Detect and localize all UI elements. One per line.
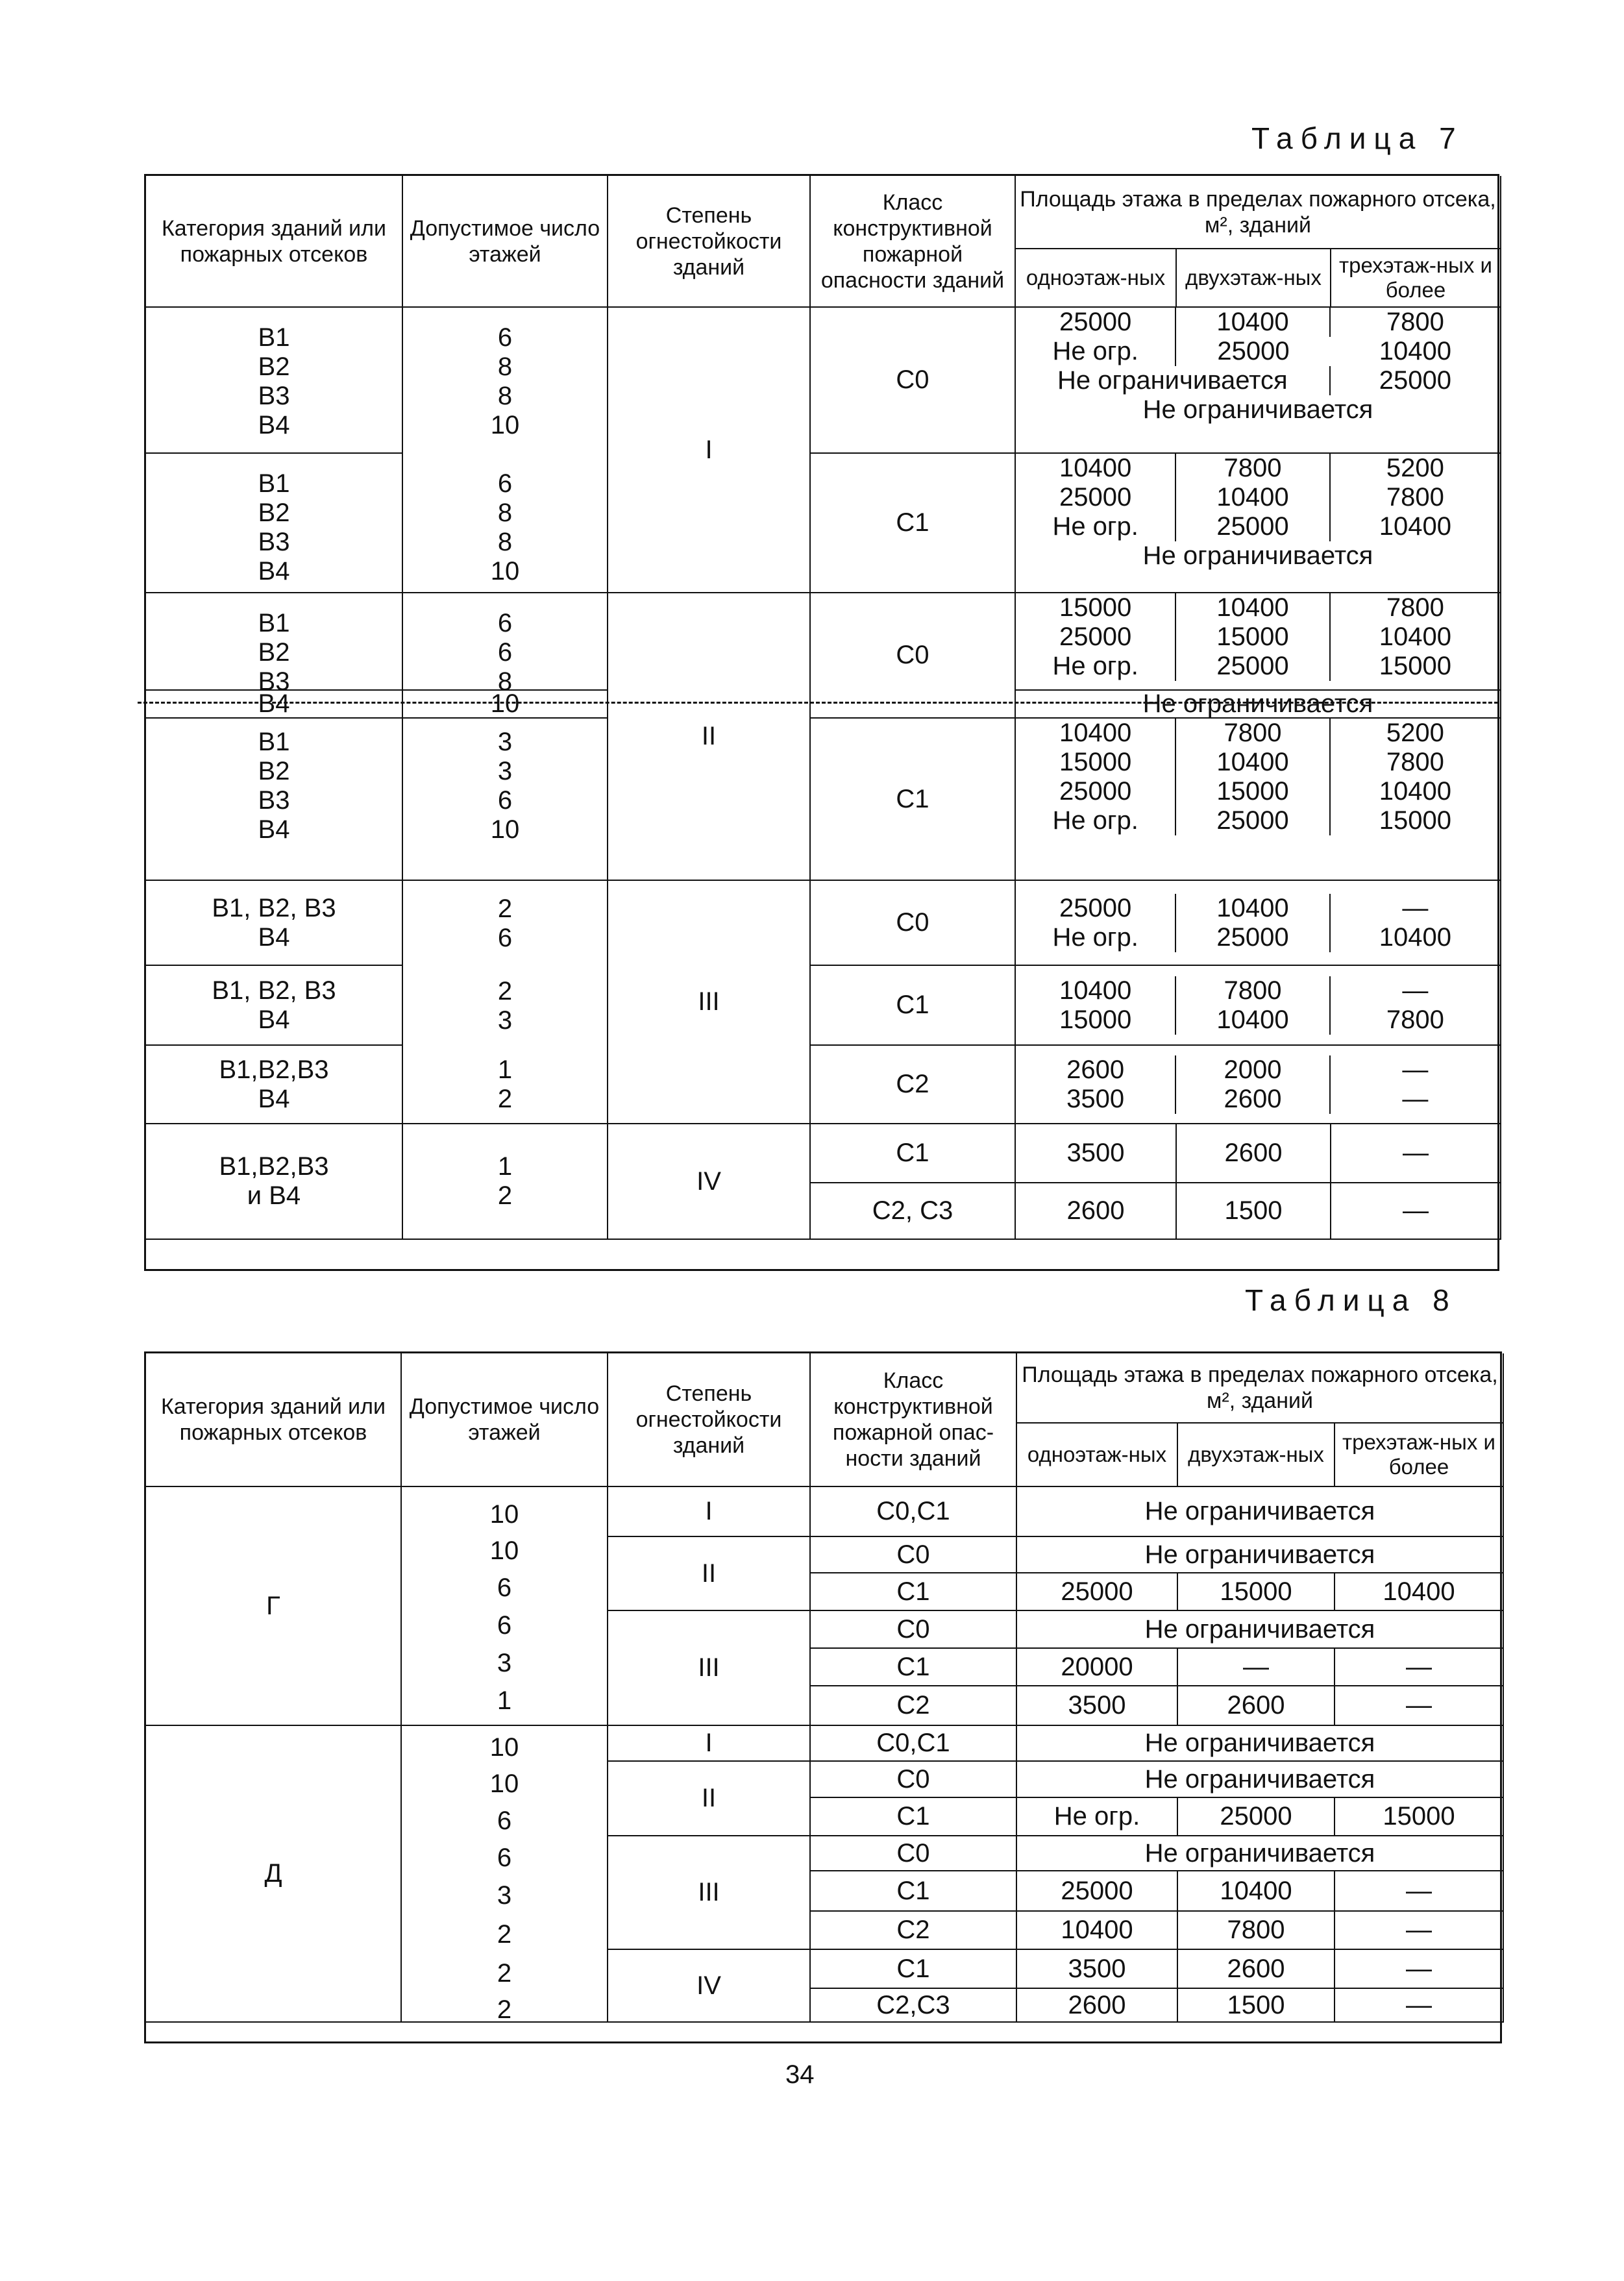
structural-class: С1 [811,1950,1017,1989]
area-row [1016,308,1500,337]
area-row [1016,366,1500,395]
area-value: 10400 [1178,1871,1335,1912]
area-value: 1500 [1178,1989,1335,2023]
area-value: 10400 [1379,922,1451,952]
area-value: 10400 [1176,308,1330,337]
area-value: 25000 [1379,366,1451,395]
structural-class: С0 [811,593,1016,719]
floors-value: 3 [497,1881,512,1910]
area-value: — [1335,1686,1504,1726]
area-value: 25000 [1016,483,1176,512]
area-values [1016,691,1501,719]
area-value: 10400 [1017,1912,1178,1950]
category-label: В2 [258,757,290,785]
area-value: 10400 [1176,593,1330,623]
floors-value: 10 [489,1500,519,1529]
area-value: — [1335,1989,1504,2023]
area-value: Не огр. [1016,652,1176,681]
area-value: 3500 [1017,1686,1178,1726]
fire-resistance-degree: II [608,1537,811,1611]
area-value: 15000 [1379,806,1451,835]
area-value: 15000 [1176,777,1330,806]
floors-value: 3 [497,1005,513,1035]
fire-resistance-degree: I [608,308,811,593]
structural-class: С1 [811,1798,1017,1836]
area-values [1016,966,1501,1046]
area-row [1016,512,1500,541]
area-value: Не ограничивается [1016,366,1331,395]
structural-class: С0,С1 [811,1487,1017,1537]
area-row [1016,593,1500,623]
floors-cell [403,1124,608,1240]
area-value: 2600 [1017,1989,1178,2023]
area-value: Не ограничивается [1142,395,1373,424]
categories-cell [146,1046,403,1124]
area-value: 7800 [1386,1005,1444,1034]
category-label: В1 [258,323,290,352]
area-value: 3500 [1016,1085,1176,1114]
floors-value: 1 [497,1152,513,1181]
area-row [1016,541,1500,571]
area-value: Не ограничивается [1017,1726,1504,1762]
page-number: 34 [785,2060,815,2089]
header-two-storey: двухэтаж-ных [1177,249,1331,308]
area-value: — [1331,1183,1501,1240]
area-value: 2600 [1178,1950,1335,1989]
header-floors: Допустимое число этажей [403,176,608,308]
area-value: 7800 [1176,976,1330,1005]
area-value: 7800 [1386,308,1444,336]
structural-class: С2,С3 [811,1989,1017,2023]
fire-resistance-degree: III [608,881,811,1124]
category-label: В1, В2, В3 [212,893,336,922]
area-value: 5200 [1386,454,1444,482]
floors-value: 2 [497,976,513,1005]
table-8-caption: Таблица 8 [1245,1283,1457,1317]
floors-value: 3 [497,757,513,785]
header-structural-class: Класс конструктивной пожарной опасности зданий [811,176,1016,308]
category-label: В1,В2,В3 [219,1055,329,1084]
area-value: 7800 [1386,483,1444,512]
area-values [1016,719,1501,881]
category-label: В1,В2,В3 [219,1152,329,1181]
floors-value: 3 [497,728,513,756]
floors-value: 6 [497,1611,512,1640]
fire-resistance-degree: II [608,1762,811,1836]
fire-resistance-degree: I [608,1487,811,1537]
category-label: В3 [258,382,290,410]
area-value: — [1402,1055,1429,1084]
floors-value: 8 [497,528,513,556]
table-8 [144,1351,1502,2043]
area-values [1016,881,1501,966]
header-area: Площадь этажа в пределах пожарного отсека, м², зданий [1017,1353,1504,1424]
table-7-caption: Таблица 7 [1251,121,1464,155]
floors-cell [403,691,608,719]
area-value: 15000 [1016,1005,1176,1035]
category-label: В3 [258,528,290,556]
category-label: В3 [258,786,290,815]
area-value: 5200 [1386,719,1444,747]
area-value: 2000 [1176,1055,1330,1085]
category-label: В4 [258,557,290,586]
categories-cell [146,454,403,593]
floors-value: 6 [497,638,513,667]
floors-value: 2 [497,1995,512,2024]
structural-class: С2 [811,1046,1016,1124]
floors-cell [403,881,608,966]
area-row [1016,748,1500,777]
area-value: 15000 [1379,652,1451,680]
area-value: — [1178,1649,1335,1686]
floors-value: 6 [497,786,513,815]
area-value: Не ограничивается [1017,1611,1504,1649]
area-value: — [1402,1084,1429,1113]
floors-value: 6 [497,923,513,952]
area-row [1016,923,1500,952]
area-value: 10400 [1379,777,1451,806]
area-value: 15000 [1016,748,1176,777]
structural-class: С1 [811,454,1016,593]
floors-value: 2 [497,1920,512,1949]
area-value: 2600 [1016,1055,1176,1085]
area-row [1016,395,1500,425]
area-row [1016,719,1500,748]
category-label: В4 [258,815,290,844]
floors-cell [402,1487,608,1726]
structural-class: С1 [811,966,1016,1046]
area-values [1016,454,1501,593]
floors-value: 2 [497,1181,513,1210]
dashed-line [138,702,1498,704]
area-value: — [1335,1649,1504,1686]
floors-value: 10 [490,411,520,439]
area-value: 7800 [1176,719,1330,748]
area-value: 25000 [1176,652,1330,681]
area-value: 25000 [1016,308,1176,337]
area-value: 10400 [1016,719,1176,748]
header-two-storey: двухэтаж-ных [1178,1424,1335,1487]
area-values [1016,308,1501,454]
area-value: 10400 [1016,976,1176,1005]
floors-cell [403,1046,608,1124]
area-value: — [1335,1871,1504,1912]
area-value: 7800 [1386,748,1444,776]
floors-value: 1 [497,1686,512,1715]
structural-class: С0 [811,1611,1017,1649]
area-value: 1500 [1177,1183,1331,1240]
category-label: В2 [258,499,290,527]
categories-cell [146,691,403,719]
area-value: 25000 [1176,512,1330,541]
floors-value: 6 [497,609,513,637]
floors-value: 10 [489,1769,519,1798]
area-value: Не ограничивается [1142,689,1373,718]
area-values [1016,1046,1501,1124]
area-value: Не огр. [1016,923,1176,952]
category-label: В4 [258,1084,290,1113]
area-value: 10400 [1176,1005,1330,1035]
area-value: 10400 [1176,894,1330,923]
area-value: 10400 [1176,483,1330,512]
area-value: Не ограничивается [1017,1537,1504,1573]
category-label: и В4 [247,1181,301,1210]
area-row [1016,976,1500,1005]
area-value: 10400 [1016,454,1176,483]
area-value: 25000 [1217,337,1290,365]
category-label: В2 [258,638,290,667]
fire-resistance-degree: IV [608,1124,811,1240]
area-value: 10400 [1379,512,1451,541]
structural-class: С0 [811,1762,1017,1798]
area-value: 25000 [1017,1871,1178,1912]
area-value: 10400 [1379,337,1451,365]
table-7 [144,174,1499,1271]
structural-class: С1 [811,1573,1017,1611]
floors-value: 10 [490,689,520,718]
floors-value: 8 [497,382,513,410]
area-value: 15000 [1335,1798,1504,1836]
area-value: — [1335,1912,1504,1950]
categories-cell [146,966,403,1046]
header-area: Площадь этажа в пределах пожарного отсека, м², зданий [1016,176,1501,249]
area-row [1016,454,1500,483]
category-label: В4 [258,1005,290,1034]
area-value: 3500 [1016,1124,1177,1183]
header-fire-resistance: Степень огнестойкости зданий [608,1353,811,1487]
area-row [1016,777,1500,806]
area-value: 10400 [1176,748,1330,777]
area-value: 2600 [1176,1085,1330,1114]
category-label: В4 [258,922,290,952]
floors-cell [403,593,608,696]
floors-cell [403,454,608,593]
category-label: В4 [258,689,290,718]
area-value: — [1402,893,1429,922]
floors-value: 6 [497,1806,512,1835]
area-value: 10400 [1335,1573,1504,1611]
category-label: В4 [258,411,290,439]
floors-value: 3 [497,1649,512,1677]
floors-value: 6 [497,1843,512,1872]
area-row [1016,1055,1500,1085]
area-value: 10400 [1379,623,1451,651]
floors-value: 2 [497,1959,512,1988]
area-value: — [1331,1124,1501,1183]
area-value: Не огр. [1016,337,1176,366]
categories-cell [146,719,403,881]
area-value: Не огр. [1016,512,1176,541]
header-one-storey: одноэтаж-ных [1017,1424,1178,1487]
area-value: Не ограничивается [1142,541,1373,570]
floors-value: 2 [497,1084,513,1113]
area-value: 7800 [1176,454,1330,483]
categories-cell [146,881,403,966]
fire-resistance-degree: II [608,593,811,881]
area-row [1016,623,1500,652]
floors-value: 6 [497,1573,512,1602]
area-row [1016,652,1500,681]
header-structural-class: Класс конструктивной пожарной опас-ности зданий [811,1353,1017,1487]
floors-value: 8 [497,499,513,527]
area-value: 3500 [1017,1950,1178,1989]
area-value: 2600 [1177,1124,1331,1183]
category-label: В1 [258,728,290,756]
area-value: Не огр. [1017,1798,1178,1836]
area-value: 15000 [1176,623,1330,652]
category-label: В1 [258,609,290,637]
floors-value: 2 [497,894,513,923]
area-value: 25000 [1016,623,1176,652]
fire-resistance-degree: III [608,1836,811,1950]
area-row [1016,1085,1500,1114]
structural-class: С1 [811,1871,1017,1912]
category-g: Г [146,1487,402,1726]
area-value: — [1402,976,1429,1005]
fire-resistance-degree: I [608,1726,811,1762]
structural-class: С1 [811,1124,1016,1183]
structural-class: С0 [811,1537,1017,1573]
structural-class: С2 [811,1912,1017,1950]
category-label: В2 [258,352,290,381]
area-value: 25000 [1176,923,1330,952]
structural-class: С0,С1 [811,1726,1017,1762]
categories-cell [146,308,403,454]
area-value: 7800 [1178,1912,1335,1950]
header-category: Категория зданий или пожарных отсеков [146,1353,402,1487]
area-row [1016,806,1500,835]
structural-class: С2, С3 [811,1183,1016,1240]
structural-class: С0 [811,308,1016,454]
area-value: Не огр. [1016,806,1176,835]
area-value: 25000 [1016,894,1176,923]
area-value: 20000 [1017,1649,1178,1686]
header-category: Категория зданий или пожарных отсеков [146,176,403,308]
header-one-storey: одноэтаж-ных [1016,249,1177,308]
floors-value: 8 [497,352,513,381]
area-value: 2600 [1016,1183,1177,1240]
area-values [1016,593,1501,691]
area-row [1016,1005,1500,1035]
floors-value: 8 [497,667,513,696]
categories-cell [146,1124,403,1240]
header-three-storey: трехэтаж-ных и более [1335,1424,1504,1487]
area-value: 7800 [1386,593,1444,622]
area-row [1016,483,1500,512]
header-fire-resistance: Степень огнестойкости зданий [608,176,811,308]
floors-cell [402,1726,608,2023]
category-label: В1 [258,469,290,498]
floors-cell [403,308,608,454]
floors-value: 10 [490,557,520,586]
fire-resistance-degree: IV [608,1950,811,2023]
floors-value: 10 [489,1536,519,1565]
header-three-storey: трехэтаж-ных и более [1331,249,1501,308]
area-value: 25000 [1176,806,1330,835]
area-row [1016,894,1500,923]
category-d: Д [146,1726,402,2023]
floors-value: 6 [497,469,513,498]
structural-class: С1 [811,1649,1017,1686]
structural-class: С2 [811,1686,1017,1726]
floors-value: 1 [497,1055,513,1084]
area-value: 25000 [1016,777,1176,806]
area-value: 15000 [1178,1573,1335,1611]
structural-class: С1 [811,719,1016,881]
fire-resistance-degree: III [608,1611,811,1726]
category-label: В3 [258,667,290,696]
area-value: Не ограничивается [1017,1836,1504,1871]
structural-class: С0 [811,1836,1017,1871]
area-value: 15000 [1016,593,1176,623]
floors-value: 10 [489,1733,519,1762]
floors-cell [403,719,608,881]
floors-value: 10 [490,815,520,844]
area-value: Не ограничивается [1017,1762,1504,1798]
area-row [1016,337,1500,366]
header-floors: Допустимое число этажей [402,1353,608,1487]
categories-cell [146,593,403,696]
area-value: Не ограничивается [1017,1487,1504,1537]
floors-value: 6 [497,323,513,352]
area-value: 2600 [1178,1686,1335,1726]
category-label: В1, В2, В3 [212,976,336,1005]
area-value: 25000 [1178,1798,1335,1836]
area-value: 25000 [1017,1573,1178,1611]
floors-cell [403,966,608,1046]
area-value: — [1335,1950,1504,1989]
structural-class: С0 [811,881,1016,966]
